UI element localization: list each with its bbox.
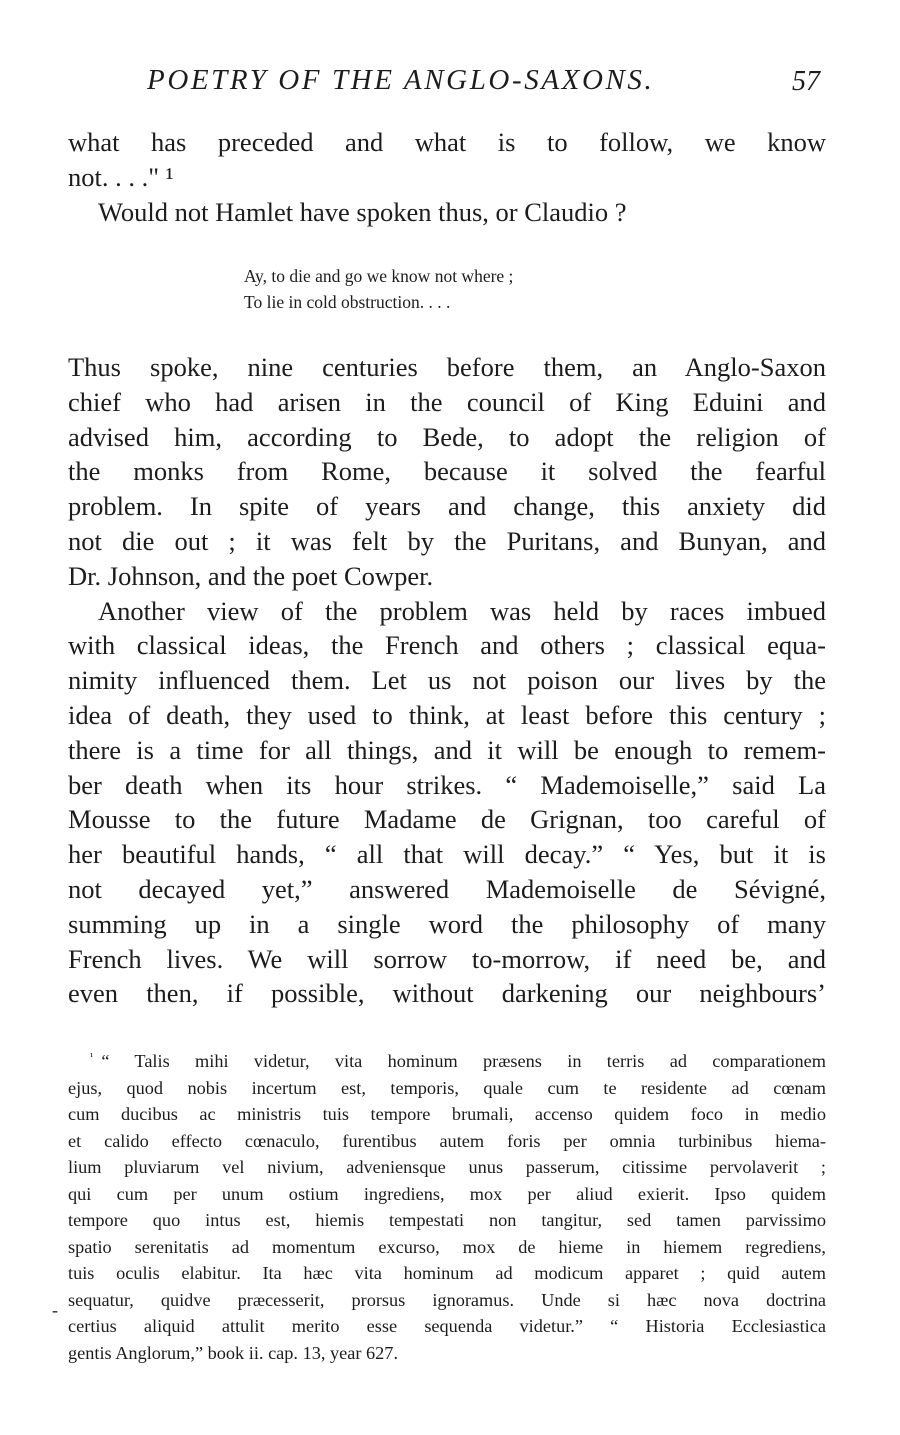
- footnote-line: et calido effecto cœnaculo, furentibus autem foris per omnia turbinibus hiema-: [68, 1130, 826, 1151]
- text-line: ber death when its hour strikes. “ Mademoiselle,” said La: [68, 769, 826, 800]
- page-number: 57: [792, 66, 820, 97]
- margin-mark: -: [52, 1300, 58, 1320]
- text-line: with classical ideas, the French and others ; classical equa-: [68, 630, 826, 661]
- running-head: [147, 64, 827, 104]
- running-title: POETRY OF THE ANGLO-SAXONS.: [147, 64, 655, 96]
- footnote-line: tuis oculis elabitur. Ita hæc vita hominum ad modicum apparet ; quid autem: [68, 1263, 826, 1284]
- footnote-line: spatio serenitatis ad momentum excurso, mox de hieme in hiemem regrediens,: [68, 1236, 826, 1257]
- text-line: problem. In spite of years and change, this anxiety did: [68, 491, 826, 522]
- paragraph-thus-spoke: [68, 350, 826, 594]
- paragraph-another-view: [68, 594, 826, 1012]
- main-text: [68, 350, 826, 1011]
- footnote: [68, 1044, 826, 1366]
- shakespeare-quote: [244, 263, 513, 315]
- text-line: her beautiful hands, “ all that will decay.” “ Yes, but it is: [68, 839, 826, 870]
- footnote-line: [68, 1044, 826, 1075]
- text-line: not. . . ." ¹: [68, 161, 174, 192]
- footnote-line: lium pluviarum vel nivium, adveniensque unus passerum, citissime pervolaverit ;: [68, 1157, 826, 1178]
- quote-line: Ay, to die and go we know not where ;: [244, 266, 514, 286]
- text-line: idea of death, they used to think, at least before this century ;: [68, 699, 826, 730]
- text-line: not decayed yet,” answered Mademoiselle de Sévigné,: [68, 873, 826, 904]
- text-line: Thus spoke, nine centuries before them, an Anglo-Saxon: [68, 352, 826, 382]
- footnote-marker: ¹: [90, 1051, 94, 1063]
- text-line: even then, if possible, without darkening our neighbours’: [68, 978, 826, 1009]
- text-line: Dr. Johnson, and the poet Cowper.: [68, 560, 434, 591]
- text-line: nimity influenced them. Let us not poison our lives by the: [68, 665, 826, 696]
- footnote-line-text: “ Talis mihi videtur, vita hominum præsens in terris ad comparationem: [101, 1051, 826, 1072]
- text-line: Another view of the problem was held by races imbued: [98, 595, 826, 626]
- text-line: summing up in a single word the philosophy of many: [68, 908, 826, 939]
- opening-text: [68, 125, 826, 229]
- footnote-line: certius aliquid attulit merito esse sequenda videtur.” “ Historia Ecclesiastica: [68, 1316, 826, 1337]
- quote-line: To lie in cold obstruction. . . .: [244, 292, 451, 312]
- footnote-line: ejus, quod nobis incertum est, temporis, quale cum te residente ad cœnam: [68, 1077, 826, 1098]
- footnote-line: cum ducibus ac ministris tuis tempore brumali, accenso quidem foco in medio: [68, 1104, 826, 1125]
- text-line: French lives. We will sorrow to-morrow, if need be, and: [68, 943, 826, 974]
- text-line: there is a time for all things, and it will be enough to remem-: [68, 734, 826, 765]
- text-line: chief who had arisen in the council of King Eduini and: [68, 386, 826, 417]
- footnote-line: qui cum per unum ostium ingrediens, mox per aliud exierit. Ipso quidem: [68, 1183, 826, 1204]
- footnote-line: sequatur, quidve præcesserit, prorsus ignoramus. Unde si hæc nova doctrina: [68, 1289, 826, 1310]
- text-line: Would not Hamlet have spoken thus, or Claudio ?: [98, 196, 627, 227]
- text-line: the monks from Rome, because it solved the fearful: [68, 456, 826, 487]
- text-line: what has preceded and what is to follow, we know: [68, 127, 826, 157]
- text-line: Mousse to the future Madame de Grignan, too careful of: [68, 804, 826, 835]
- footnote-line: gentis Anglorum,” book ii. cap. 13, year 627.: [68, 1342, 399, 1363]
- footnote-line: tempore quo intus est, hiemis tempestati non tangitur, sed tamen parvissimo: [68, 1210, 826, 1231]
- text-line: not die out ; it was felt by the Puritans, and Bunyan, and: [68, 525, 826, 556]
- text-line: advised him, according to Bede, to adopt the religion of: [68, 421, 826, 452]
